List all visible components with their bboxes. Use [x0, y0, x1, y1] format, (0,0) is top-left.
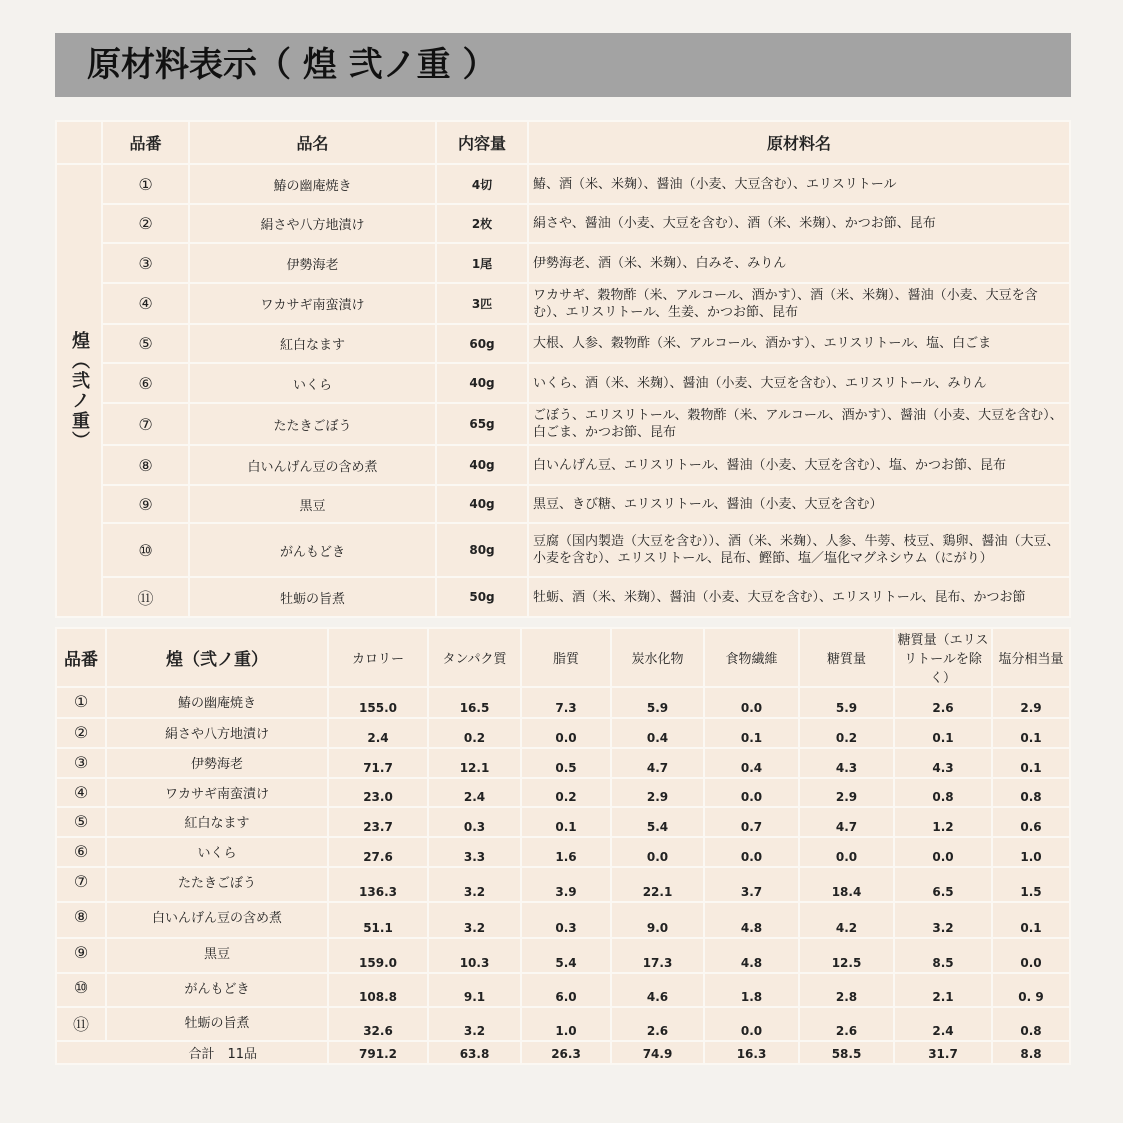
item-name: たたきごぼう [189, 403, 436, 445]
item-name: がんもどき [106, 973, 328, 1007]
header-sugar: 糖質量 [799, 628, 894, 687]
value-carbs: 22.1 [611, 867, 704, 902]
value-salt: 2.9 [992, 687, 1070, 718]
table-row [56, 577, 1070, 617]
item-number: ⑦ [102, 403, 189, 445]
item-name: 白いんげん豆の含め煮 [189, 445, 436, 485]
item-ingredients: 伊勢海老、酒（米、米麹）、白みそ、みりん [528, 243, 1070, 283]
table-row [56, 204, 1070, 243]
value-calories: 71.7 [328, 748, 428, 778]
side-label: 煌（弐ノ重） [56, 164, 102, 617]
value-sugar: 4.2 [799, 902, 894, 938]
item-ingredients: ごぼう、エリスリトール、穀物酢（米、アルコール、酒かす）、醤油（小麦、大豆を含む）、白ごま、かつお節、昆布 [528, 403, 1070, 445]
header-protein: タンパク質 [428, 628, 521, 687]
item-number: ⑥ [56, 837, 106, 867]
item-name: 紅白なます [106, 807, 328, 837]
item-ingredients: 鰆、酒（米、米麹）、醤油（小麦、大豆含む）、エリスリトール [528, 164, 1070, 204]
value-fat: 3.9 [521, 867, 611, 902]
value-carbs: 4.7 [611, 748, 704, 778]
item-name: 牡蛎の旨煮 [189, 577, 436, 617]
value-fat: 1.0 [521, 1007, 611, 1041]
value-salt: 0.0 [992, 938, 1070, 973]
value-salt: 0.8 [992, 1007, 1070, 1041]
value-fiber: 0.1 [704, 718, 799, 748]
item-number: ② [56, 718, 106, 748]
nutrition-table [55, 627, 1071, 1065]
total-label: 合計 11品 [56, 1041, 328, 1064]
value-carbs: 5.9 [611, 687, 704, 718]
value-salt: 0.1 [992, 748, 1070, 778]
value-fiber: 4.8 [704, 938, 799, 973]
value-fiber: 0.0 [704, 837, 799, 867]
value-sugar-excl-erythritol: 0.0 [894, 837, 992, 867]
item-name: 紅白なます [189, 324, 436, 363]
value-sugar: 0.2 [799, 718, 894, 748]
total-salt: 8.8 [992, 1041, 1070, 1064]
total-fiber: 16.3 [704, 1041, 799, 1064]
table-row [56, 283, 1070, 324]
value-sugar: 18.4 [799, 867, 894, 902]
value-protein: 9.1 [428, 973, 521, 1007]
table-row [56, 164, 1070, 204]
item-name: ワカサギ南蛮漬け [106, 778, 328, 807]
value-salt: 0.1 [992, 718, 1070, 748]
value-sugar: 4.7 [799, 807, 894, 837]
page-title: 原材料表示（ 煌 弐ノ重 ） [55, 33, 1071, 97]
value-calories: 2.4 [328, 718, 428, 748]
value-sugar-excl-erythritol: 2.6 [894, 687, 992, 718]
item-ingredients: いくら、酒（米、米麹）、醤油（小麦、大豆を含む）、エリスリトール、みりん [528, 363, 1070, 403]
item-quantity: 1尾 [436, 243, 528, 283]
value-fat: 0.3 [521, 902, 611, 938]
value-sugar: 5.9 [799, 687, 894, 718]
item-quantity: 65g [436, 403, 528, 445]
table-row [56, 324, 1070, 363]
item-number: ⑨ [56, 938, 106, 973]
value-carbs: 0.4 [611, 718, 704, 748]
value-protein: 12.1 [428, 748, 521, 778]
total-sugar-excl-erythritol: 31.7 [894, 1041, 992, 1064]
header-name: 煌（弐ノ重） [106, 628, 328, 687]
item-quantity: 2枚 [436, 204, 528, 243]
value-fat: 6.0 [521, 973, 611, 1007]
header-no: 品番 [102, 121, 189, 164]
value-fat: 5.4 [521, 938, 611, 973]
item-number: ① [102, 164, 189, 204]
item-name: 白いんげん豆の含め煮 [106, 902, 328, 938]
value-sugar-excl-erythritol: 6.5 [894, 867, 992, 902]
value-sugar: 2.8 [799, 973, 894, 1007]
value-sugar-excl-erythritol: 3.2 [894, 902, 992, 938]
value-carbs: 5.4 [611, 807, 704, 837]
item-number: ③ [102, 243, 189, 283]
item-ingredients: 牡蛎、酒（米、米麹）、醤油（小麦、大豆を含む）、エリスリトール、昆布、かつお節 [528, 577, 1070, 617]
header-name: 品名 [189, 121, 436, 164]
item-name: 黒豆 [106, 938, 328, 973]
item-quantity: 40g [436, 445, 528, 485]
value-sugar-excl-erythritol: 0.1 [894, 718, 992, 748]
value-sugar-excl-erythritol: 2.1 [894, 973, 992, 1007]
value-fat: 1.6 [521, 837, 611, 867]
table-row [56, 445, 1070, 485]
item-name: がんもどき [189, 523, 436, 577]
header-salt: 塩分相当量 [992, 628, 1070, 687]
item-name: 伊勢海老 [106, 748, 328, 778]
value-salt: 0.1 [992, 902, 1070, 938]
item-quantity: 50g [436, 577, 528, 617]
table-row [56, 973, 1070, 1007]
header-fat: 脂質 [521, 628, 611, 687]
header-sugar-excl-erythritol: 糖質量（エリスリトールを除く） [894, 628, 992, 687]
value-protein: 3.3 [428, 837, 521, 867]
value-fat: 0.0 [521, 718, 611, 748]
item-name: 牡蛎の旨煮 [106, 1007, 328, 1041]
value-calories: 32.6 [328, 1007, 428, 1041]
item-name: いくら [106, 837, 328, 867]
value-carbs: 2.9 [611, 778, 704, 807]
value-calories: 108.8 [328, 973, 428, 1007]
table-row [56, 523, 1070, 577]
value-calories: 23.0 [328, 778, 428, 807]
header-ingredients: 原材料名 [528, 121, 1070, 164]
item-name: 黒豆 [189, 485, 436, 523]
table-row [56, 748, 1070, 778]
item-number: ⑪ [102, 577, 189, 617]
item-name: 鰆の幽庵焼き [106, 687, 328, 718]
value-calories: 155.0 [328, 687, 428, 718]
corner-cell [56, 121, 102, 164]
value-carbs: 4.6 [611, 973, 704, 1007]
item-number: ⑧ [56, 902, 106, 938]
item-name: 鰆の幽庵焼き [189, 164, 436, 204]
header-qty: 内容量 [436, 121, 528, 164]
item-ingredients: 黒豆、きび糖、エリスリトール、醤油（小麦、大豆を含む） [528, 485, 1070, 523]
item-number: ③ [56, 748, 106, 778]
header-no: 品番 [56, 628, 106, 687]
value-protein: 16.5 [428, 687, 521, 718]
item-ingredients: 大根、人参、穀物酢（米、アルコール、酒かす）、エリスリトール、塩、白ごま [528, 324, 1070, 363]
value-calories: 27.6 [328, 837, 428, 867]
value-protein: 3.2 [428, 1007, 521, 1041]
table-header-row [56, 121, 1070, 164]
item-number: ② [102, 204, 189, 243]
header-fiber: 食物繊維 [704, 628, 799, 687]
value-fiber: 0.7 [704, 807, 799, 837]
value-fiber: 0.4 [704, 748, 799, 778]
value-carbs: 9.0 [611, 902, 704, 938]
item-number: ⑪ [56, 1007, 106, 1041]
value-fat: 0.1 [521, 807, 611, 837]
item-name: いくら [189, 363, 436, 403]
table-row [56, 837, 1070, 867]
ingredients-table [55, 120, 1071, 618]
item-ingredients: 白いんげん豆、エリスリトール、醤油（小麦、大豆を含む）、塩、かつお節、昆布 [528, 445, 1070, 485]
value-salt: 1.5 [992, 867, 1070, 902]
item-number: ① [56, 687, 106, 718]
table-row [56, 938, 1070, 973]
value-calories: 136.3 [328, 867, 428, 902]
total-carbs: 74.9 [611, 1041, 704, 1064]
item-name: たたきごぼう [106, 867, 328, 902]
value-sugar-excl-erythritol: 0.8 [894, 778, 992, 807]
table-row [56, 243, 1070, 283]
item-quantity: 80g [436, 523, 528, 577]
item-number: ⑦ [56, 867, 106, 902]
value-sugar-excl-erythritol: 2.4 [894, 1007, 992, 1041]
value-protein: 2.4 [428, 778, 521, 807]
value-sugar: 0.0 [799, 837, 894, 867]
value-protein: 0.2 [428, 718, 521, 748]
item-name: 絹さや八方地漬け [106, 718, 328, 748]
item-ingredients: 豆腐（国内製造（大豆を含む））、酒（米、米麹）、人参、牛蒡、枝豆、鶏卵、醤油（大豆、小麦を含む）、エリスリトール、昆布、鰹節、塩／塩化マグネシウム（にがり） [528, 523, 1070, 577]
item-name: ワカサギ南蛮漬け [189, 283, 436, 324]
value-fiber: 0.0 [704, 687, 799, 718]
item-number: ⑤ [56, 807, 106, 837]
total-row [56, 1041, 1070, 1064]
item-number: ⑩ [102, 523, 189, 577]
value-sugar-excl-erythritol: 8.5 [894, 938, 992, 973]
total-sugar: 58.5 [799, 1041, 894, 1064]
table-row [56, 902, 1070, 938]
value-protein: 3.2 [428, 867, 521, 902]
value-calories: 159.0 [328, 938, 428, 973]
value-sugar: 12.5 [799, 938, 894, 973]
item-ingredients: ワカサギ、穀物酢（米、アルコール、酒かす）、酒（米、米麹）、醤油（小麦、大豆を含む）、エリスリトール、生姜、かつお節、昆布 [528, 283, 1070, 324]
value-salt: 0. 9 [992, 973, 1070, 1007]
total-fat: 26.3 [521, 1041, 611, 1064]
item-number: ④ [56, 778, 106, 807]
value-carbs: 0.0 [611, 837, 704, 867]
value-protein: 0.3 [428, 807, 521, 837]
value-sugar-excl-erythritol: 1.2 [894, 807, 992, 837]
table-row [56, 778, 1070, 807]
item-number: ⑧ [102, 445, 189, 485]
header-calories: カロリー [328, 628, 428, 687]
value-salt: 0.6 [992, 807, 1070, 837]
table-row [56, 485, 1070, 523]
value-salt: 0.8 [992, 778, 1070, 807]
value-sugar: 2.6 [799, 1007, 894, 1041]
total-calories: 791.2 [328, 1041, 428, 1064]
item-name: 伊勢海老 [189, 243, 436, 283]
item-number: ④ [102, 283, 189, 324]
item-quantity: 4切 [436, 164, 528, 204]
value-carbs: 17.3 [611, 938, 704, 973]
item-number: ⑨ [102, 485, 189, 523]
value-fat: 0.5 [521, 748, 611, 778]
value-sugar: 2.9 [799, 778, 894, 807]
item-quantity: 3匹 [436, 283, 528, 324]
item-number: ⑩ [56, 973, 106, 1007]
item-ingredients: 絹さや、醤油（小麦、大豆を含む）、酒（米、米麹）、かつお節、昆布 [528, 204, 1070, 243]
item-quantity: 60g [436, 324, 528, 363]
value-fat: 7.3 [521, 687, 611, 718]
table-row [56, 867, 1070, 902]
value-sugar: 4.3 [799, 748, 894, 778]
value-salt: 1.0 [992, 837, 1070, 867]
value-fiber: 4.8 [704, 902, 799, 938]
value-sugar-excl-erythritol: 4.3 [894, 748, 992, 778]
item-quantity: 40g [436, 485, 528, 523]
total-protein: 63.8 [428, 1041, 521, 1064]
item-name: 絹さや八方地漬け [189, 204, 436, 243]
table-row [56, 363, 1070, 403]
table-row [56, 403, 1070, 445]
value-carbs: 2.6 [611, 1007, 704, 1041]
item-quantity: 40g [436, 363, 528, 403]
value-fat: 0.2 [521, 778, 611, 807]
table-row [56, 1007, 1070, 1041]
item-number: ⑥ [102, 363, 189, 403]
value-calories: 23.7 [328, 807, 428, 837]
value-protein: 10.3 [428, 938, 521, 973]
value-fiber: 0.0 [704, 778, 799, 807]
table-row [56, 807, 1070, 837]
table-row [56, 687, 1070, 718]
value-fiber: 0.0 [704, 1007, 799, 1041]
item-number: ⑤ [102, 324, 189, 363]
value-fiber: 1.8 [704, 973, 799, 1007]
header-carbs: 炭水化物 [611, 628, 704, 687]
table-header-row [56, 628, 1070, 687]
table-row [56, 718, 1070, 748]
value-protein: 3.2 [428, 902, 521, 938]
value-fiber: 3.7 [704, 867, 799, 902]
value-calories: 51.1 [328, 902, 428, 938]
